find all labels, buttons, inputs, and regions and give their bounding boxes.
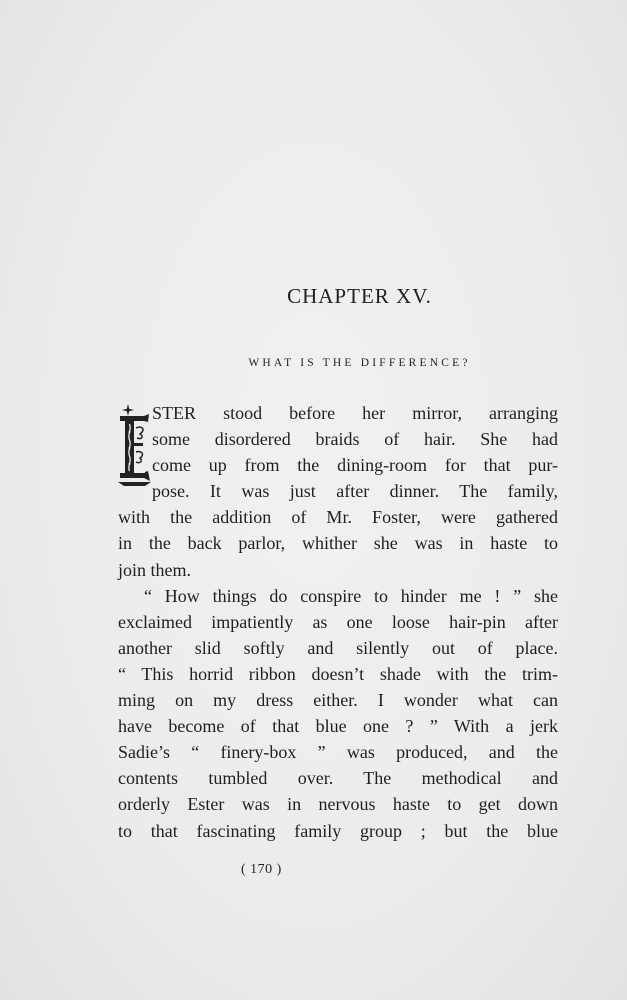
- body-line: to that fascinating family group ; but the blue: [118, 820, 558, 841]
- chapter-title: CHAPTER XV.: [287, 284, 432, 308]
- body-line: with the addition of Mr. Foster, were gathered: [118, 507, 558, 528]
- ornamental-drop-cap-e-icon: [118, 404, 152, 490]
- body-line: pose. It was just after dinner. The family,: [152, 481, 558, 502]
- body-line: Sadie’s “ finery-box ” was produced, and the: [118, 742, 558, 763]
- body-line: come up from the dining-room for that pur-: [152, 455, 558, 476]
- body-line: “ How things do conspire to hinder me ! ” she: [144, 585, 558, 606]
- body-line: STER stood before her mirror, arranging: [152, 403, 558, 423]
- body-line: have become of that blue one ? ” With a jerk: [118, 716, 558, 737]
- body-line: “ This horrid ribbon doesn’t shade with the trim-: [118, 663, 558, 684]
- body-line: another slid softly and silently out of place.: [118, 637, 558, 658]
- body-text: [118, 400, 558, 844]
- body-line: orderly Ester was in nervous haste to get down: [118, 794, 558, 815]
- chapter-subtitle: WHAT IS THE DIFFERENCE?: [248, 357, 471, 369]
- body-line: exclaimed impatiently as one loose hair-pin after: [118, 611, 558, 632]
- body-line: join them.: [118, 559, 191, 580]
- body-line: contents tumbled over. The methodical and: [118, 768, 558, 789]
- page-number: ( 170 ): [241, 862, 282, 877]
- body-line: in the back parlor, whither she was in haste to: [118, 533, 558, 554]
- body-line: some disordered braids of hair. She had: [152, 429, 558, 450]
- body-line: ming on my dress either. I wonder what can: [118, 690, 558, 711]
